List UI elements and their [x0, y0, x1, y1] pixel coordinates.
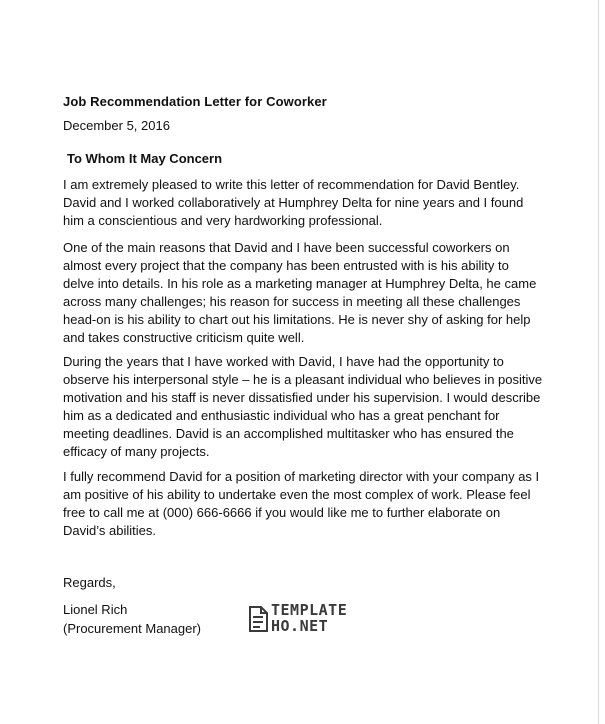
letter-date: December 5, 2016 [63, 118, 170, 133]
letter-closing: Regards, [63, 575, 116, 590]
body-paragraph-4: I fully recommend David for a position of marketing director with your company as I am positive of his ability to undertake even the most complex of work. Please feel free to call me at (000) 666-6666 if you would like me to further elaborate on David’s abilities. [63, 469, 540, 538]
page-edge-divider [598, 0, 599, 724]
letter-salutation: To Whom It May Concern [67, 151, 223, 166]
watermark-line-2: HO.NET [271, 617, 329, 635]
body-paragraph-1: I am extremely pleased to write this letter of recommendation for David Bentley. David and I worked collaboratively at Humphrey Delta for nine years and I found him a conscientious and very hardworking professional. [63, 177, 524, 228]
body-paragraph-2: One of the main reasons that David and I have been successful coworkers on almost every project that the company has been entrusted with is his ability to delve into details. In his role as a marketing manager at Humphrey Delta, he came across many challenges; his reason for success in meeting all these challenges head-on is his ability to chart out his limitations. He is never shy of asking for help and takes constructive criticism quite well. [63, 240, 537, 345]
signer-name: Lionel Rich [63, 602, 128, 617]
templatehq-watermark [248, 602, 368, 636]
body-paragraph-3: During the years that I have worked with David, I have had the opportunity to observe his interpersonal style – he is a pleasant individual who believes in positive motivation and his staff is never dissatisfied under his supervision. I would describe him as a dedicated and enthusiastic individual who has a great penchant for meeting deadlines. David is an accomplished multitasker who has ensured the efficacy of many projects. [63, 354, 543, 459]
letter-title: Job Recommendation Letter for Coworker [63, 94, 327, 109]
watermark-line-1: TEMPLATE [271, 601, 348, 619]
document-icon [248, 603, 270, 633]
signer-title: (Procurement Manager) [63, 621, 201, 636]
